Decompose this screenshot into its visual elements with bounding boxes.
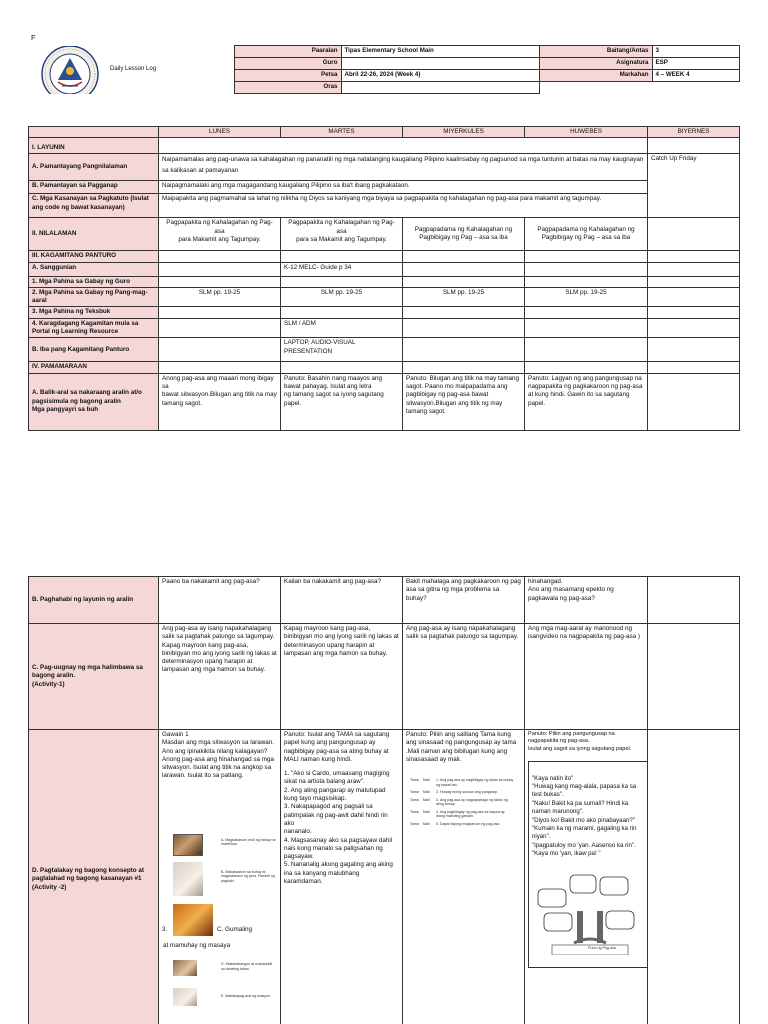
poor-family-photo-icon xyxy=(173,862,203,896)
guro-value xyxy=(341,58,539,70)
lesson-table-part2 xyxy=(28,576,740,1024)
quote-box xyxy=(528,761,648,968)
petsa-value: Abril 22-26, 2024 (Week 4) xyxy=(341,70,539,82)
nilalaman-huwebes: Pagpapadama ng Kahalagahan ng Pagbibigay ng Pag – asa sa iba xyxy=(525,218,648,251)
paghahabi-martes: Kailan ba nakakamit ang pag-asa? xyxy=(281,577,403,624)
talakay-martes-text: Panuto: Isulat ang TAMA sa sagutang papel kung ang pangungusap ay nagbibigay pag-asa sa ating buhay at MALI naman kung hindi. xyxy=(284,731,390,763)
nilalaman-miyerkules: Pagpapadama ng Kahalagahan ng Pagbibigay ng Pag – asa sa iba xyxy=(403,218,525,251)
day-martes: MARTES xyxy=(281,127,403,138)
quote-box-text: "Kaya natin ito" "Huwag kang mag-alala, papasa ka sa test bukas". "Naku! Bakit ka pa sumali? Hindi ka naman marunong". "Diyos ko! Bakit mo ako pinabayaan?" "Kumain ka ng marami, gagaling ka rin niyan". "Ipagpatuloy mo 'yan. Aasenso ka rin". "Kaya mo 'yan, ikaw pa! " xyxy=(532,774,637,858)
talakay-martes-cell xyxy=(281,730,403,1024)
pamantayan-pagganap-text: Naipagmamalaki ang mga magagandang kaugaliang Pilipino sa iba't ibang pagkakataon. xyxy=(159,181,648,194)
uugnay-martes: Kapag mayroon kang pag-asa, binibigyan mo ang iyong sarili ng lakas at determinasyon upang harapin at lampasan ang mga hamon sa buhay. xyxy=(281,624,403,730)
picture-item-3-caption-2: at mamuhay ng masaya xyxy=(163,942,231,949)
page-letter: F xyxy=(31,33,36,42)
sanggunian-martes: K-12 MELC- Guide p 34 xyxy=(281,262,403,276)
paghahabi-lunes: Paano ba nakakamit ang pag-asa? xyxy=(159,577,281,624)
oras-value xyxy=(341,82,539,94)
paghahabi-miyerkules: Bakit mahalaga ang pagkakaroon ng pag asa sa gitna ng mga problema sa buhay? xyxy=(403,577,525,624)
slm-huwebes: SLM pp. 19-25 xyxy=(525,287,648,307)
uugnay-huwebes: Ang mga mag-aaral ay manonood ng isangvideo na nagpapakita ng pag-asa ) xyxy=(525,624,648,730)
picture-item-3: 3. C. Gumaling xyxy=(173,904,278,942)
logo-cell xyxy=(28,46,234,94)
fire-photo-icon xyxy=(173,904,213,936)
pamamaraan-label: IV. PAMAMARAAN xyxy=(29,362,159,373)
picture-item-2-caption: B. Makakaahon sa buhay at magkakaroon ng pera. Pambili ng pagkain. xyxy=(221,870,275,883)
karagdagang-martes: SLM / ADM xyxy=(281,318,403,338)
balik-aral-label: A. Balik-aral sa nakaraang aralin at/o pagsisimula ng bagong aralin Mga pangyayri sa buh xyxy=(29,373,159,430)
pagtalakay-label: D. Pagtalakay ng bagong konsepto at paglalahad ng bagong kasanayan #1 (Activity -2) xyxy=(29,730,159,1024)
pag-uugnay-label: C. Pag-uugnay ng mga halimbawa sa bagong aralin. (Activity-1) xyxy=(29,624,159,730)
markahan-label: Markahan xyxy=(539,70,652,82)
paaralan-value: Tipas Elementary School Main xyxy=(341,46,539,58)
picture-item-5-caption: E. Makakapag-aral ng maayos. xyxy=(221,994,271,999)
slm-miyerkules: SLM pp. 19-25 xyxy=(403,287,525,307)
paaralan-label: Paaralan xyxy=(234,46,341,58)
talakay-lunes-text: Gawain 1 Masdan ang mga sitwasyon sa larawan. Ano ang ipinakikita nilang kalagayan? Anong pag-asa ang hinahangad sa mga sitwasyon. Isulat ang titik na angkop sa larawan. Isulat ito sa patlang. xyxy=(162,731,275,780)
picture-item-4 xyxy=(173,960,278,988)
paghahabi-huwebes: hinahangad. Ano ang masamang epekto ng pagkawala ng pag-asa? xyxy=(525,577,648,624)
asignatura-value: ESP xyxy=(652,58,739,70)
slm-martes: SLM pp. 19-25 xyxy=(281,287,403,307)
picture-item-5 xyxy=(173,988,278,1016)
tama-mali-item: Tama Mali 3. Ang pag-asa ay nagpapabago ng takbo ng ating buhay. xyxy=(410,797,508,807)
sick-person-photo-icon xyxy=(173,960,197,976)
talakay-lunes-cell xyxy=(159,730,281,1024)
day-miyerkules: MIYERKULES xyxy=(403,127,525,138)
kasanayan-label: C. Mga Kasanayan sa Pagkatuto (Isulat ang code ng bawat kasanayan) xyxy=(29,194,159,218)
lesson-table-part1 xyxy=(28,126,740,431)
gabay-magaaral-label: 2. Mga Pahina sa Gabay ng Pang-mag-aaral xyxy=(29,287,159,307)
balik-martes: Panuto: Basahin nang maayos ang bawat pahayag. Isulat ang letra ng tamang sagot sa iyong sagutang papel. xyxy=(281,373,403,430)
baitang-value: 3 xyxy=(652,46,739,58)
tama-mali-item: Tama Mali 1. Ang pag-asa ay nagbibigay ng lakas sa buhay ng bawat tao. xyxy=(410,778,514,787)
teksbuk-label: 3. Mga Pahina ng Teksbuk xyxy=(29,307,159,318)
gabay-guro-label: 1. Mga Pahina sa Gabay ng Guro xyxy=(29,276,159,287)
pamantayang-pangnilalaman-label: A. Pamantayang Pangnilalaman xyxy=(29,154,159,181)
layunin-label: I. LAYUNIN xyxy=(29,138,159,154)
picture-item-1-caption: A. Magkakaroon muli ng bahay na matitirhan. xyxy=(221,838,276,847)
nilalaman-lunes: Pagpapakita ng Kahalagahan ng Pag-asa para Makamit ang Tagumpay. xyxy=(159,218,281,251)
picture-item-3-caption: C. Gumaling xyxy=(217,926,252,933)
pamantayan-pagganap-label: B. Pamantayan sa Pagganap xyxy=(29,181,159,194)
kasanayan-text: Maipapakita ang pagmamahal sa lahat ng nilikha ng Diyos sa kaniyang mga biyaya sa pagpapakita ng kahalagahan ng pag-asa para makamit ang tagumpay. xyxy=(159,194,648,218)
student-photo-icon xyxy=(173,988,197,1006)
guro-label: Guro xyxy=(234,58,341,70)
day-huwebes: HUWEBES xyxy=(525,127,648,138)
puno-label: Puno ng Pag-asa xyxy=(588,946,616,950)
sanggunian-label: A. Sanggunian xyxy=(29,262,159,276)
talakay-huwebes-text: Panuto: Piliin ang pangungusap na nagpapakita ng pag-asa. Isulat ang sagot sa iyong sagutang papel. xyxy=(528,731,632,752)
flood-photo-icon xyxy=(173,834,203,856)
talakay-martes-items: 1. "Ako si Cardo, umaasang magiging sikat na artista balang araw". 2. Ang ating pangarap ay matutupad kung tayo magsisikap. 3. Nakapapagod ang pagsali sa patimpalak ng pag-awit dahil hindi rin ako nananalo. 4. Magsasanay ako sa pagsayaw dahil nais kong manalo sa paligsahan ng pagsayaw. 5. Nananalig akong gagaling ang aking ina sa kanyang malubhang karamdaman. xyxy=(284,770,393,886)
kagamitang-label: III. KAGAMITANG PANTURO xyxy=(29,251,159,262)
slm-lunes: SLM pp. 19-25 xyxy=(159,287,281,307)
pamantayang-pangnilalaman-text: Naipamamalas ang pag-unawa sa kahalagahan ng pananatili ng mga natatanging kaugaliang Pilipino kaalinsabay ng pagsunod sa mga tuntunin at batas na may kaugnayan sa kalikasan at pamayanan xyxy=(159,154,648,181)
day-lunes: LUNES xyxy=(159,127,281,138)
tama-mali-item: Tama Mali 5. Dapat tayong magkaroon ng pag-asa. xyxy=(410,821,501,826)
talakay-lunes-images xyxy=(162,834,278,1016)
talakay-huwebes-cell xyxy=(525,730,648,1024)
day-biyernes: BIYERNES xyxy=(648,127,740,138)
karagdagang-label: 4. Karagdagang Kagamitan mula sa Portal ng Learning Resource xyxy=(29,318,159,338)
balik-huwebes: Panuto: Lagyan ng ang pangungusap na nagpapakita ng pagkakaroon ng pag-asa at kung hindi. Gawin ito sa sagutang papel. xyxy=(525,373,648,430)
talakay-miyerkules-cell xyxy=(403,730,525,1024)
asignatura-label: Asignatura xyxy=(539,58,652,70)
markahan-value: 4 – WEEK 4 xyxy=(652,70,739,82)
balik-miyerkules: Panuto: Bilugan ang titik na may tamang sagot. Paano mo maipapadama ang pagbibigay ng pag-asa bawat sitwasyon.Bilugan ang titik ng may tamang sagot. xyxy=(403,373,525,430)
picture-item-2 xyxy=(173,862,278,902)
lesson-log-title: Daily Lesson Log xyxy=(110,65,157,72)
tama-mali-item: Tama Mali 2. Huwag mong sukuan ang pangarap. xyxy=(410,790,498,795)
tree-diagram-icon xyxy=(534,871,646,955)
talakay-miyerkules-text: Panuto: Piliin ang salitang Tama kung ang sinasaad ng pangungusap ay tama .Mali naman ang bibilugan kung ang sinasasaad ay mali. xyxy=(406,731,517,763)
baitang-label: Baitang/Antas xyxy=(539,46,652,58)
catch-up-friday: Catch Up Friday xyxy=(648,154,740,218)
iba-pang-label: B. Iba pang Kagamitang Panturo xyxy=(29,338,159,362)
tama-mali-item: Tama Mali 4. Ang pagbibigay ng pag-asa sa kapwa ay isang mabuting gawain. xyxy=(410,809,505,819)
picture-item-4-caption: D. Makakabangon at makakabili sa darating tahan. xyxy=(221,962,273,971)
nilalaman-martes: Pagpapakita ng Kahalagahan ng Pag-asa para sa Makamit ang Tagumpay. xyxy=(281,218,403,251)
header-table xyxy=(28,45,740,94)
tama-mali-list xyxy=(410,778,521,826)
balik-lunes: Anong pag-asa ang maaari mong ibigay sa bawat sitwasyon.Bilugan ang titik na may tamang sagot. xyxy=(159,373,281,430)
petsa-label: Petsa xyxy=(234,70,341,82)
deped-seal-icon xyxy=(36,46,104,94)
paghahabi-label: B. Paghahabi ng layunin ng aralin xyxy=(29,577,159,624)
uugnay-lunes: Ang pag-asa ay isang napakahalagang salik sa pagtahak patungo sa tagumpay. Kapag mayroon kang pag-asa, binibigyan mo ang iyong sarili ng lakas at determinasyon upang harapin at lampasan ang mga hamon sa buhay. xyxy=(159,624,281,730)
puno-ng-pagasa-diagram xyxy=(532,871,646,955)
uugnay-miyerkules: Ang pag-asa ay isang napakahalagang salik sa pagtahak patungo sa tagumpay. xyxy=(403,624,525,730)
iba-pang-martes: LAPTOP, AUDIO-VISUAL PRESENTATION xyxy=(281,338,403,362)
nilalaman-label: II. NILALAMAN xyxy=(29,218,159,251)
picture-item-1 xyxy=(173,834,278,860)
oras-label: Oras xyxy=(234,82,341,94)
